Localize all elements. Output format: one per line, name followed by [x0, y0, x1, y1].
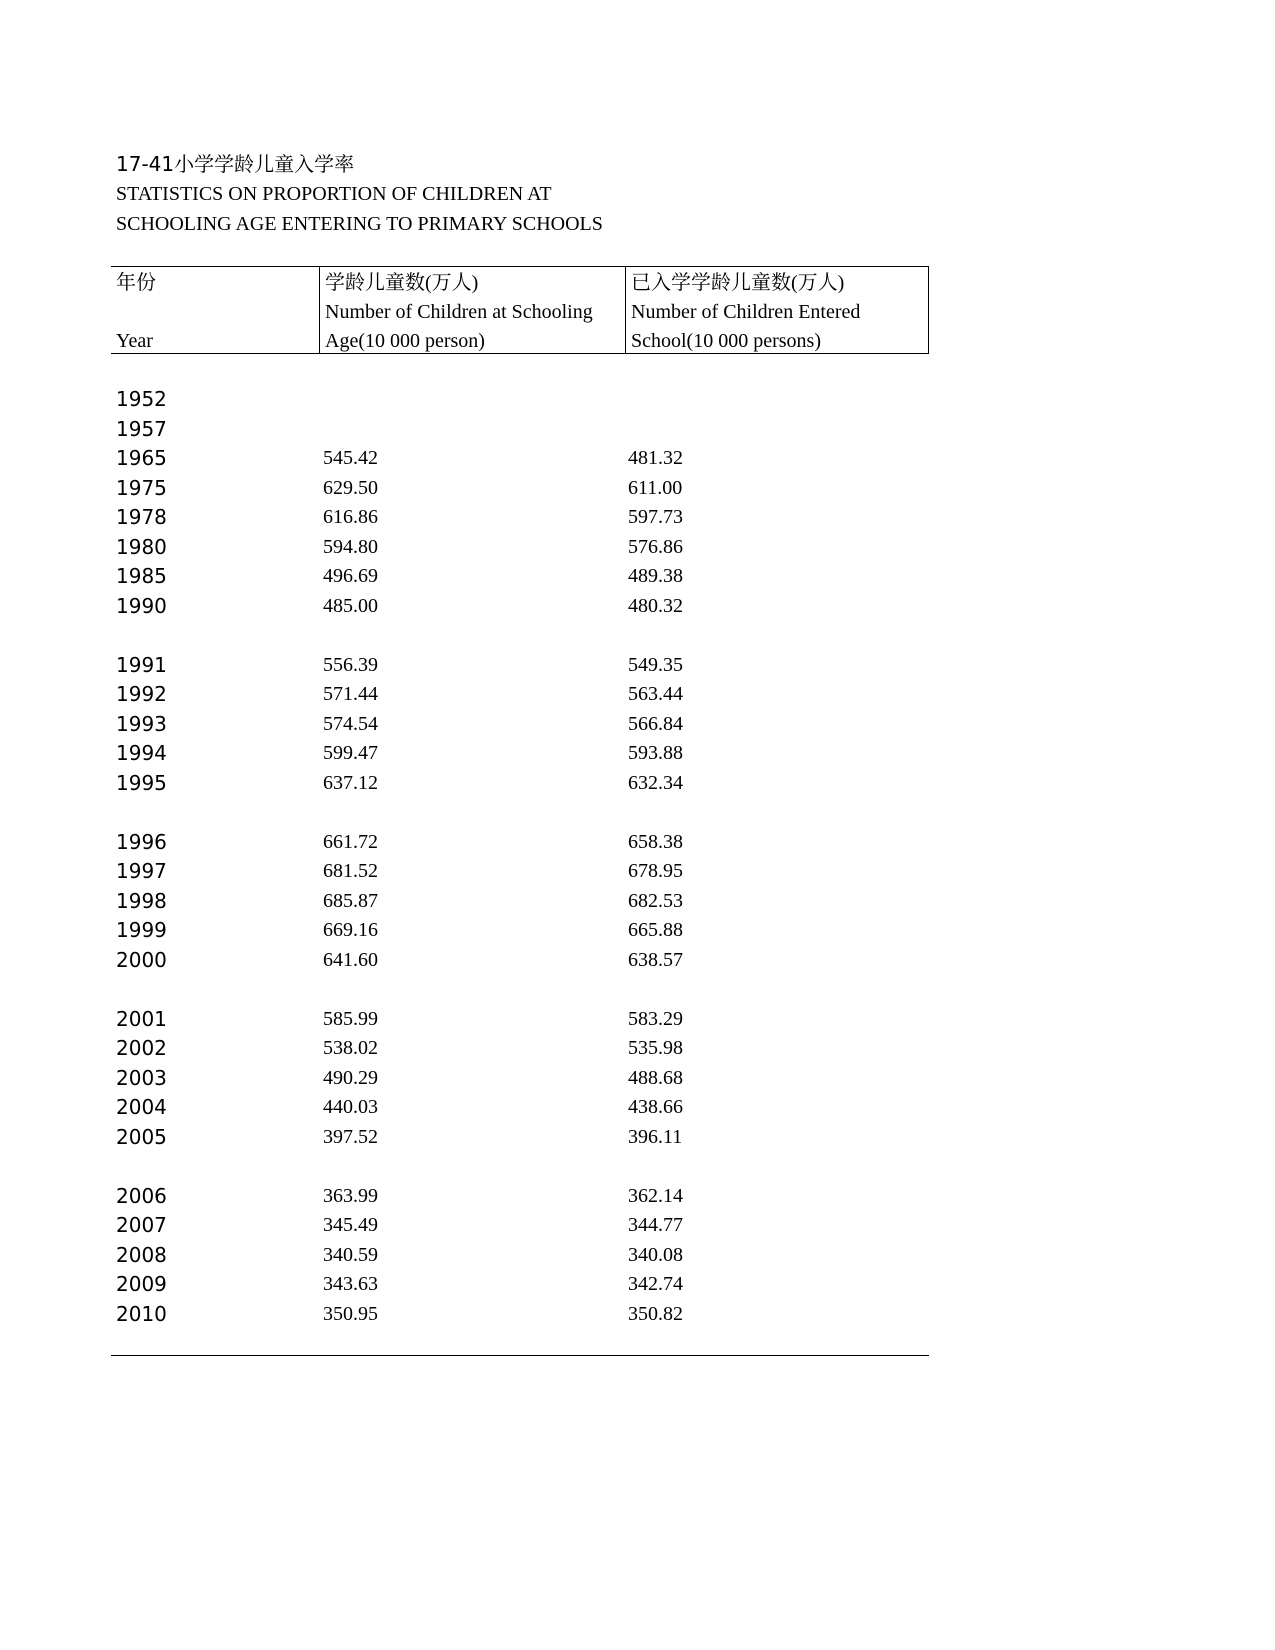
table-row — [111, 651, 929, 681]
row-children-at-age: 496.69 — [323, 565, 378, 587]
row-year: 1980 — [116, 534, 167, 559]
table-title-cn-text: 小学学龄儿童入学率 — [174, 154, 355, 176]
row-children-at-age: 340.59 — [323, 1243, 378, 1266]
table-row — [111, 1123, 929, 1153]
group-spacer — [111, 621, 929, 651]
row-children-at-age: 599.47 — [323, 742, 378, 764]
table-bottom-rule — [111, 1355, 929, 1356]
row-children-entered: 350.82 — [628, 1302, 683, 1325]
row-year: 2001 — [116, 1006, 167, 1031]
row-year: 1991 — [116, 652, 167, 677]
table-row — [111, 592, 929, 622]
row-year: 1999 — [116, 918, 167, 942]
row-children-at-age: 629.50 — [323, 476, 378, 499]
row-children-entered: 535.98 — [628, 1037, 683, 1059]
table-row — [111, 710, 929, 740]
row-children-entered: 549.35 — [628, 653, 683, 676]
row-year: 1994 — [116, 741, 167, 765]
group-spacer — [111, 975, 929, 1005]
row-children-entered: 480.32 — [628, 594, 683, 617]
table-row — [111, 503, 929, 533]
row-children-entered: 489.38 — [628, 565, 683, 587]
table-row — [111, 1241, 929, 1271]
header-year-en: Year — [116, 330, 153, 352]
row-children-entered: 576.86 — [628, 535, 683, 558]
table-row — [111, 1093, 929, 1123]
row-children-at-age: 345.49 — [323, 1214, 378, 1236]
row-year: 1978 — [116, 505, 167, 529]
row-children-at-age: 637.12 — [323, 771, 378, 794]
row-children-entered: 658.38 — [628, 830, 683, 853]
row-year: 2010 — [116, 1301, 167, 1326]
table-number: 17-41 — [116, 152, 175, 176]
table-row — [111, 857, 929, 887]
table-row — [111, 946, 929, 976]
row-year: 2005 — [116, 1124, 167, 1149]
row-year: 1993 — [116, 711, 167, 736]
table-row — [111, 533, 929, 563]
row-year: 2006 — [116, 1183, 167, 1208]
row-children-entered: 481.32 — [628, 447, 683, 469]
table-body — [111, 385, 929, 1329]
row-children-entered: 638.57 — [628, 948, 683, 971]
row-children-at-age: 681.52 — [323, 860, 378, 882]
table-row — [111, 562, 929, 592]
row-year: 1990 — [116, 593, 167, 618]
row-year: 1996 — [116, 829, 167, 854]
row-children-at-age: 485.00 — [323, 594, 378, 617]
table-row — [111, 415, 929, 445]
row-children-entered: 678.95 — [628, 860, 683, 882]
table-title-en-line2: SCHOOLING AGE ENTERING TO PRIMARY SCHOOLS — [116, 213, 603, 235]
row-year: 1985 — [116, 564, 167, 588]
row-children-entered: 438.66 — [628, 1096, 683, 1118]
row-children-at-age: 556.39 — [323, 653, 378, 676]
table-row — [111, 1064, 929, 1094]
table-row — [111, 1211, 929, 1241]
row-children-at-age: 641.60 — [323, 948, 378, 971]
row-year: 2003 — [116, 1065, 167, 1090]
row-children-at-age: 440.03 — [323, 1096, 378, 1118]
header-children-at-age-en-1: Number of Children at Schooling — [325, 301, 593, 323]
row-children-at-age: 350.95 — [323, 1302, 378, 1325]
row-children-entered: 362.14 — [628, 1184, 683, 1207]
header-children-entered-en-2: School(10 000 persons) — [631, 330, 821, 352]
row-year: 2007 — [116, 1213, 167, 1237]
row-children-entered: 488.68 — [628, 1066, 683, 1089]
header-children-entered-cn: 已入学学龄儿童数(万人) — [631, 272, 845, 294]
row-children-entered: 665.88 — [628, 919, 683, 941]
table-row — [111, 1005, 929, 1035]
table-row — [111, 1270, 929, 1300]
table-row — [111, 385, 929, 415]
row-year: 1957 — [116, 416, 167, 441]
row-children-at-age: 571.44 — [323, 683, 378, 705]
row-year: 1992 — [116, 682, 167, 706]
row-children-at-age: 490.29 — [323, 1066, 378, 1089]
row-children-entered: 597.73 — [628, 506, 683, 528]
row-children-entered: 682.53 — [628, 889, 683, 912]
row-children-at-age: 616.86 — [323, 506, 378, 528]
table-row — [111, 680, 929, 710]
row-year: 1975 — [116, 475, 167, 500]
group-spacer — [111, 798, 929, 828]
row-children-entered: 344.77 — [628, 1214, 683, 1236]
row-children-entered: 583.29 — [628, 1007, 683, 1030]
header-year — [111, 267, 319, 353]
row-children-entered: 340.08 — [628, 1243, 683, 1266]
row-children-at-age: 343.63 — [323, 1273, 378, 1295]
table-title-cn — [116, 150, 354, 179]
row-year: 2008 — [116, 1242, 167, 1267]
row-year: 1997 — [116, 859, 167, 883]
row-year: 1952 — [116, 387, 167, 411]
row-children-at-age: 685.87 — [323, 889, 378, 912]
row-children-entered: 342.74 — [628, 1273, 683, 1295]
row-children-entered: 632.34 — [628, 771, 683, 794]
table-row — [111, 1034, 929, 1064]
row-children-at-age: 669.16 — [323, 919, 378, 941]
table-row — [111, 916, 929, 946]
row-children-at-age: 594.80 — [323, 535, 378, 558]
row-year: 2004 — [116, 1095, 167, 1119]
table-row — [111, 1300, 929, 1330]
row-children-at-age: 363.99 — [323, 1184, 378, 1207]
table-row — [111, 1182, 929, 1212]
row-year: 1965 — [116, 446, 167, 470]
table-row — [111, 828, 929, 858]
row-children-entered: 566.84 — [628, 712, 683, 735]
row-children-at-age: 661.72 — [323, 830, 378, 853]
header-children-at-age — [319, 267, 625, 353]
row-children-entered: 593.88 — [628, 742, 683, 764]
table-row — [111, 769, 929, 799]
table-row — [111, 474, 929, 504]
table-header — [111, 266, 929, 354]
group-spacer — [111, 1152, 929, 1182]
row-children-at-age: 545.42 — [323, 447, 378, 469]
header-children-entered — [625, 267, 929, 353]
header-year-cn: 年份 — [116, 272, 156, 294]
table-row — [111, 887, 929, 917]
row-children-at-age: 574.54 — [323, 712, 378, 735]
row-year: 2002 — [116, 1036, 167, 1060]
table-row — [111, 739, 929, 769]
row-children-entered: 396.11 — [628, 1125, 683, 1148]
row-year: 2000 — [116, 947, 167, 972]
row-children-entered: 611.00 — [628, 476, 683, 499]
row-children-entered: 563.44 — [628, 683, 683, 705]
row-children-at-age: 397.52 — [323, 1125, 378, 1148]
row-year: 2009 — [116, 1272, 167, 1296]
row-year: 1995 — [116, 770, 167, 795]
header-children-at-age-cn: 学龄儿童数(万人) — [325, 272, 479, 294]
header-children-entered-en-1: Number of Children Entered — [631, 301, 861, 323]
row-children-at-age: 585.99 — [323, 1007, 378, 1030]
table-row — [111, 444, 929, 474]
table-title-en-line1: STATISTICS ON PROPORTION OF CHILDREN AT — [116, 183, 552, 205]
row-children-at-age: 538.02 — [323, 1037, 378, 1059]
header-children-at-age-en-2: Age(10 000 person) — [325, 330, 485, 352]
row-year: 1998 — [116, 888, 167, 913]
